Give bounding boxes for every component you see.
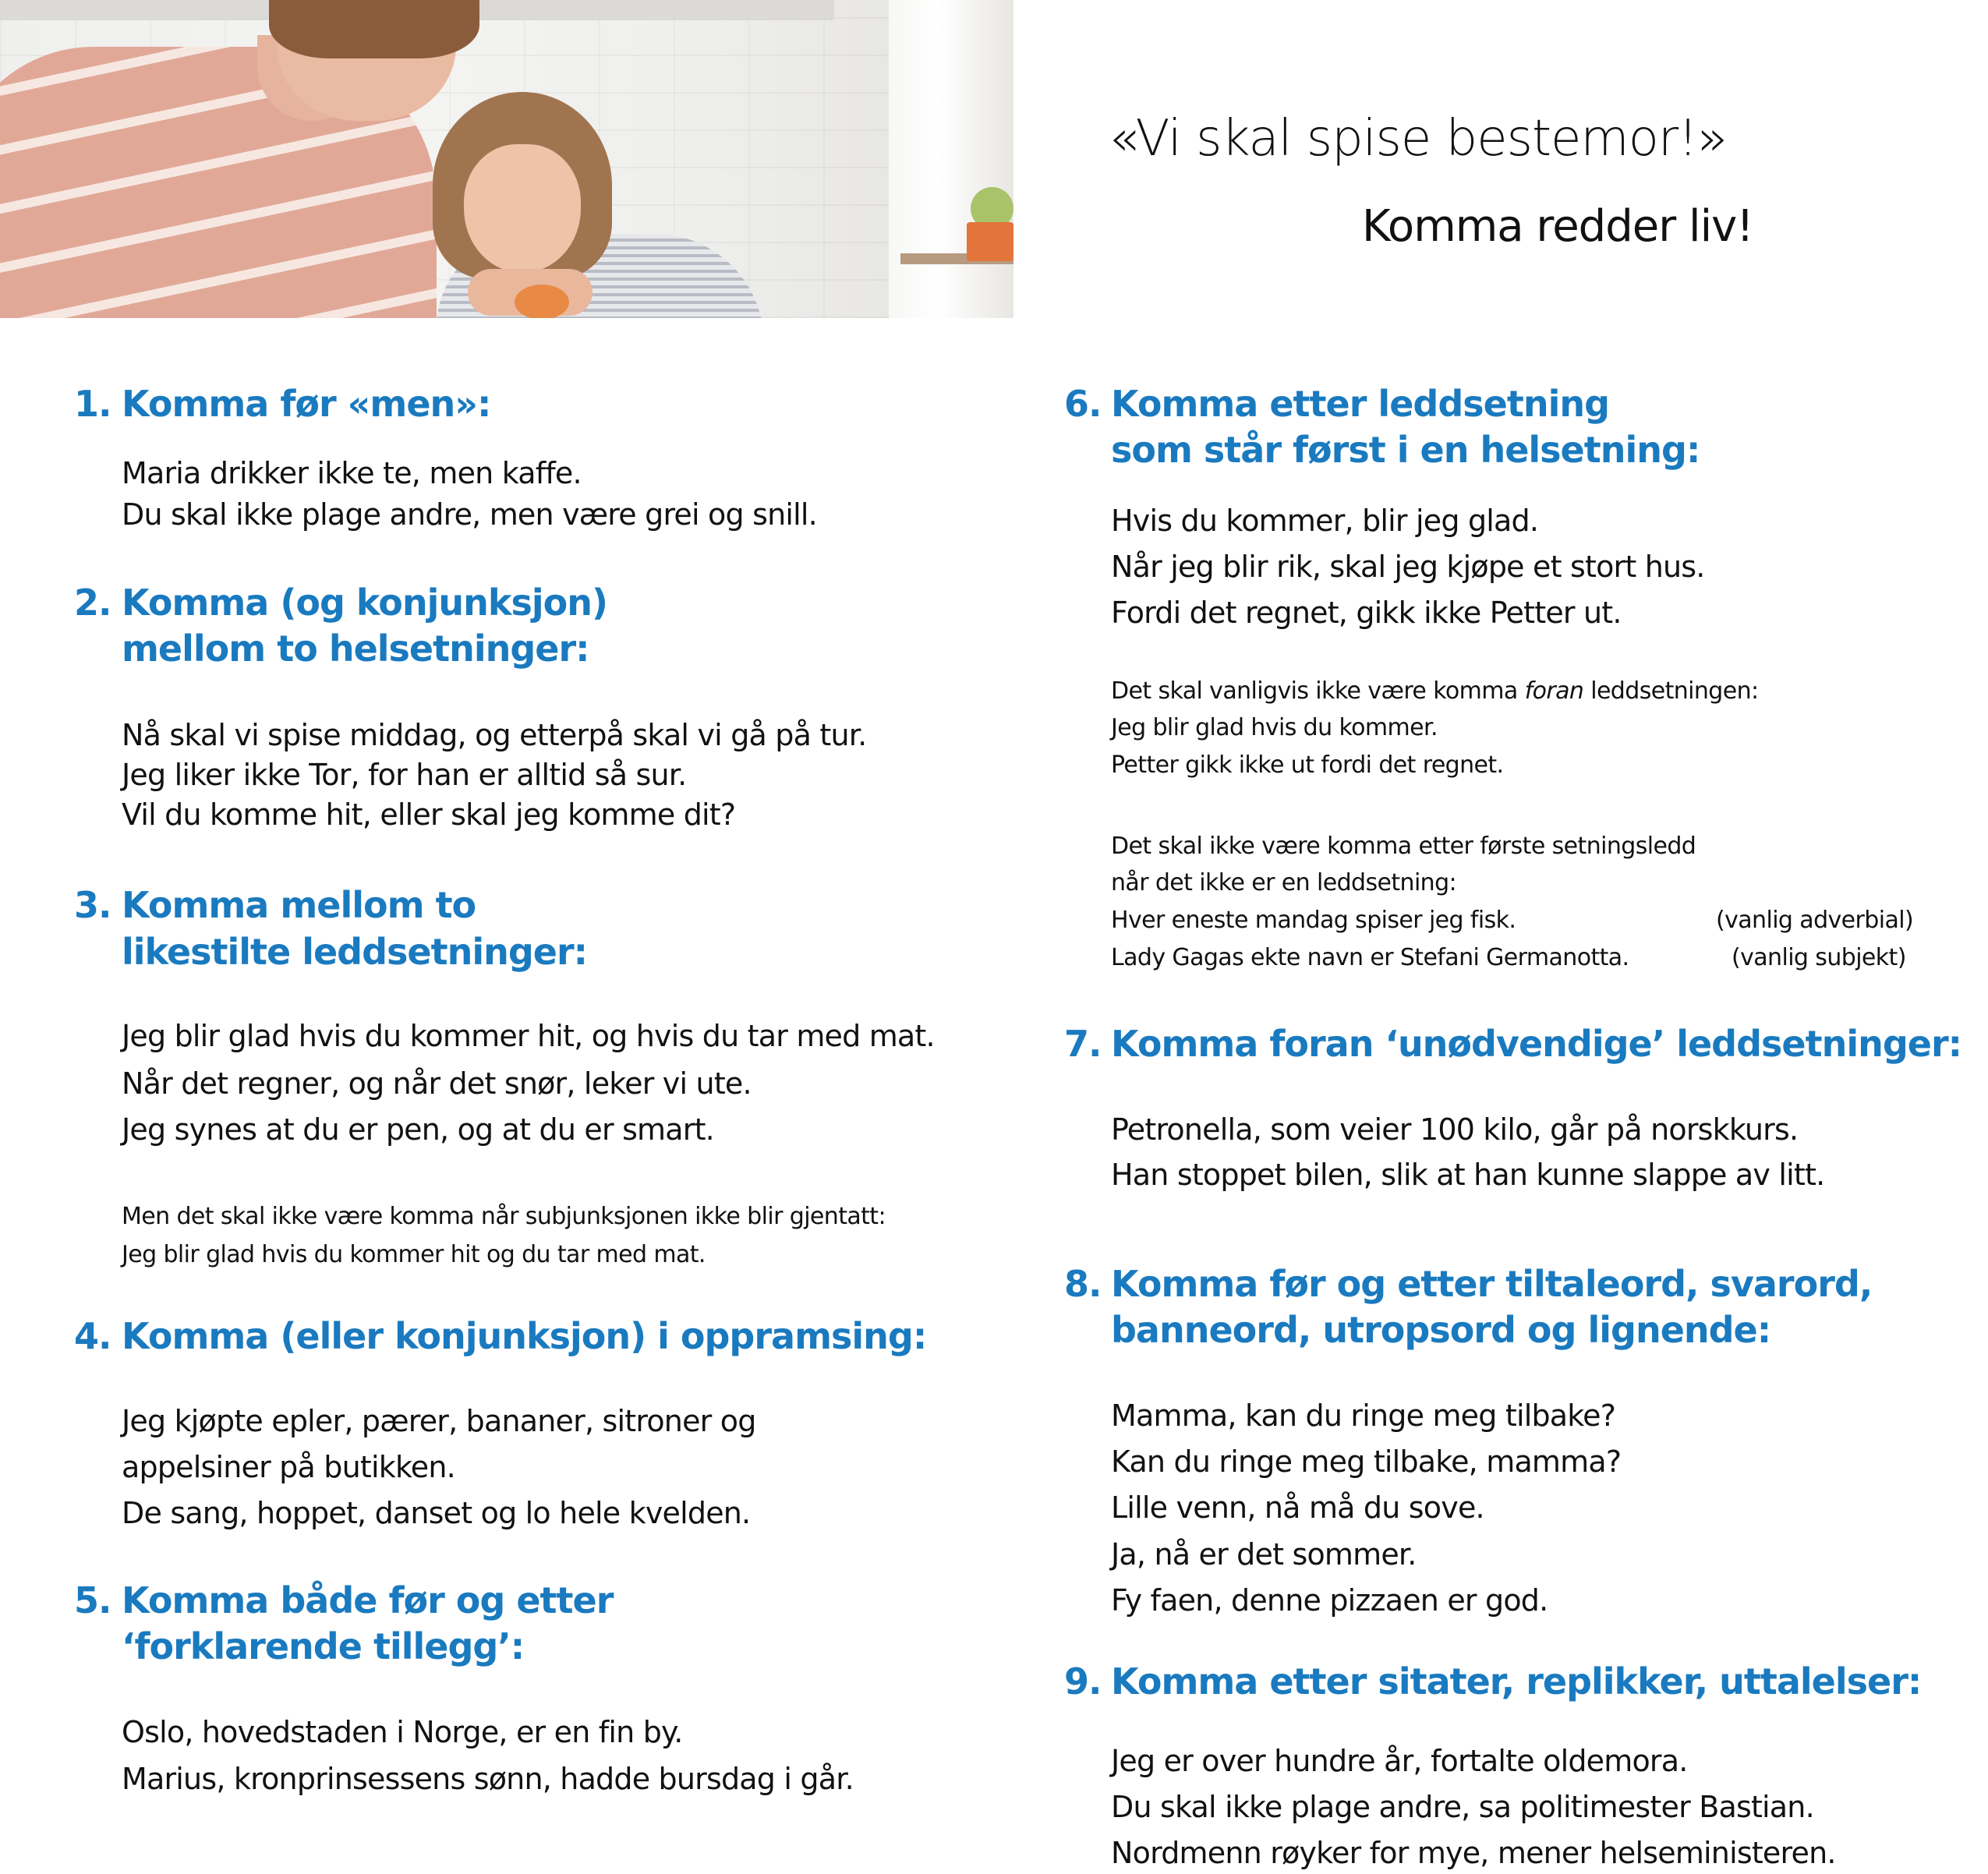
rule-number: 8. xyxy=(1064,1263,1102,1305)
grandmother-hair xyxy=(269,0,479,58)
rule-heading: Komma både før og etter xyxy=(122,1579,614,1621)
example-sentence: Kan du ringe meg tilbake, mamma? xyxy=(1111,1444,1622,1479)
rule-note: Men det skal ikke være komma når subjunksjonen ikke blir gjentatt: xyxy=(122,1203,886,1230)
example-sentence: Jeg kjøpte epler, pærer, bananer, sitroner og xyxy=(122,1404,756,1438)
example-sentence: Petronella, som veier 100 kilo, går på norskkurs. xyxy=(1111,1112,1799,1147)
rule-number: 6. xyxy=(1064,383,1102,425)
rule-heading: Komma etter sitater, replikker, uttalelser: xyxy=(1111,1660,1922,1703)
rule-number: 9. xyxy=(1064,1660,1102,1703)
example-sentence: Jeg synes at du er pen, og at du er smart. xyxy=(122,1112,714,1147)
example-sentence: Maria drikker ikke te, men kaffe. xyxy=(122,456,582,490)
rule-note: når det ikke er en leddsetning: xyxy=(1111,869,1457,896)
example-sentence: Ja, nå er det sommer. xyxy=(1111,1537,1417,1572)
note-text: Det skal vanligvis ikke være komma xyxy=(1111,677,1525,705)
note-text: leddsetningen: xyxy=(1583,677,1759,705)
rule-number: 3. xyxy=(74,884,111,926)
example-sentence: Du skal ikke plage andre, men være grei og snill. xyxy=(122,497,817,532)
rule-note: Petter gikk ikke ut fordi det regnet. xyxy=(1111,751,1504,779)
example-sentence: Du skal ikke plage andre, sa politimester Bastian. xyxy=(1111,1790,1814,1824)
example-sentence: De sang, hoppet, danset og lo hele kvelden. xyxy=(122,1496,751,1530)
rule-number: 7. xyxy=(1064,1023,1102,1065)
example-sentence: Vil du komme hit, eller skal jeg komme dit? xyxy=(122,797,736,832)
rule-number: 2. xyxy=(74,582,111,624)
rule-heading: Komma (og konjunksjon) xyxy=(122,582,608,624)
example-sentence: Nordmenn røyker for mye, mener helseministeren. xyxy=(1111,1836,1836,1870)
example-sentence: Lille venn, nå må du sove. xyxy=(1111,1490,1484,1525)
rule-note: Det skal ikke være komma etter første setningsledd xyxy=(1111,833,1696,860)
rule-heading: banneord, utropsord og lignende: xyxy=(1111,1309,1771,1351)
example-sentence: Nå skal vi spise middag, og etterpå skal vi gå på tur. xyxy=(122,718,867,752)
rule-heading: som står først i en helsetning: xyxy=(1111,429,1700,471)
rule-note: Jeg blir glad hvis du kommer hit og du tar med mat. xyxy=(122,1241,706,1268)
example-sentence: Mamma, kan du ringe meg tilbake? xyxy=(1111,1398,1616,1433)
egg xyxy=(515,285,569,318)
page-title: «Vi skal spise bestemor!» xyxy=(1109,110,1728,168)
page-subtitle: Komma redder liv! xyxy=(1362,201,1753,252)
rule-heading: mellom to helsetninger: xyxy=(122,628,589,670)
rule-number: 4. xyxy=(74,1315,111,1357)
example-sentence: Hvis du kommer, blir jeg glad. xyxy=(1111,504,1539,538)
example-sentence: Oslo, hovedstaden i Norge, er en fin by. xyxy=(122,1715,683,1749)
example-sentence: appelsiner på butikken. xyxy=(122,1450,455,1484)
rule-note: Jeg blir glad hvis du kommer. xyxy=(1111,714,1438,741)
example-sentence: Han stoppet bilen, slik at han kunne slappe av litt. xyxy=(1111,1158,1825,1192)
rule-heading: Komma mellom to xyxy=(122,884,476,926)
example-sentence: Fy faen, denne pizzaen er god. xyxy=(1111,1583,1548,1618)
rule-number: 1. xyxy=(74,383,111,425)
header-photo xyxy=(0,0,1013,318)
example-sentence: Jeg er over hundre år, fortalte oldemora. xyxy=(1111,1744,1688,1778)
girl-face xyxy=(464,144,581,273)
example-sentence: Jeg blir glad hvis du kommer hit, og hvis du tar med mat. xyxy=(122,1019,935,1053)
rule-note-intro xyxy=(1111,677,1759,705)
example-sentence: Jeg liker ikke Tor, for han er alltid så sur. xyxy=(122,758,687,792)
note-emphasis: foran xyxy=(1524,677,1584,705)
rule-heading: Komma (eller konjunksjon) i oppramsing: xyxy=(122,1315,927,1357)
rule-note-tag: (vanlig adverbial) xyxy=(1716,907,1914,934)
example-sentence: Når jeg blir rik, skal jeg kjøpe et stort hus. xyxy=(1111,550,1705,584)
rule-heading: Komma før «men»: xyxy=(122,383,491,425)
rule-heading: ‘forklarende tillegg’: xyxy=(122,1625,525,1667)
flower-pot xyxy=(967,222,1013,261)
rule-note-tag: (vanlig subjekt) xyxy=(1732,944,1906,971)
kitchen-window xyxy=(889,0,1013,318)
rule-heading: Komma foran ‘unødvendige’ leddsetninger: xyxy=(1111,1023,1962,1065)
rule-heading: likestilte leddsetninger: xyxy=(122,931,588,973)
rule-note-example: Hver eneste mandag spiser jeg fisk. xyxy=(1111,907,1516,934)
example-sentence: Marius, kronprinsessens sønn, hadde bursdag i går. xyxy=(122,1762,854,1796)
rule-note-example: Lady Gagas ekte navn er Stefani Germanotta. xyxy=(1111,944,1629,971)
rule-number: 5. xyxy=(74,1579,111,1621)
example-sentence: Når det regner, og når det snør, leker vi ute. xyxy=(122,1066,752,1101)
rule-heading: Komma etter leddsetning xyxy=(1111,383,1610,425)
example-sentence: Fordi det regnet, gikk ikke Petter ut. xyxy=(1111,596,1622,630)
rule-heading: Komma før og etter tiltaleord, svarord, xyxy=(1111,1263,1873,1305)
